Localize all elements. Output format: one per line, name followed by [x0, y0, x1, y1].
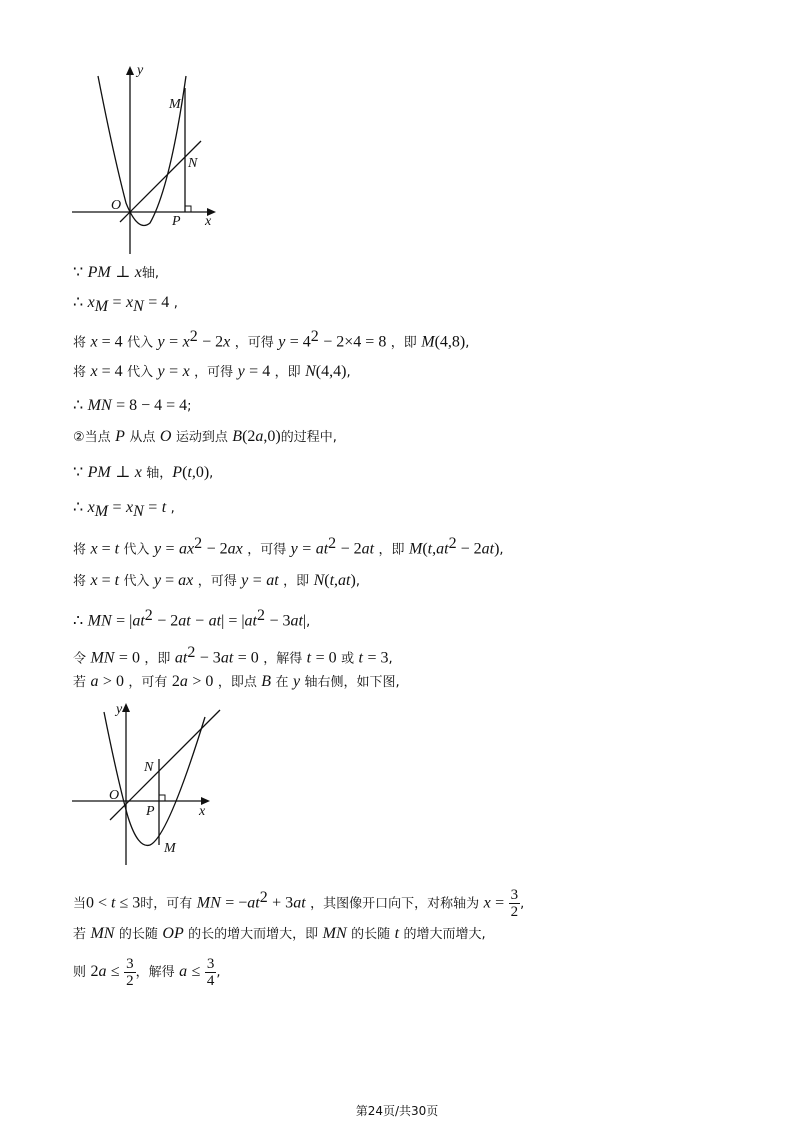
label-y: y — [116, 702, 123, 717]
line-13: 若 a > 0 ，可有 2a > 0 ，即点 B 在 y 轴右侧，如下图, — [73, 673, 400, 690]
line-10: 将 x = t 代入 y = ax ，可得 y = at ，即 N(t,at), — [73, 572, 360, 589]
line-15: 若 MN 的长随 OP 的长的增大而增大，即 MN 的长随 t 的增大而增大, — [73, 925, 486, 942]
y-axis-arrow — [126, 66, 134, 75]
label-m: M — [164, 841, 176, 856]
line-14: 当0 < t ≤ 3时，可有 MN = $-at^2 + 3at$ ，其图像开口向下，对称轴为 x = $\frac{3}{2}$ , — [73, 887, 525, 921]
figure-1-graph — [68, 58, 228, 258]
parabola — [104, 712, 205, 845]
line-11: ∴ MN = $|at^2 - 2at - at| = |at^2 - 3at|$, — [73, 607, 311, 630]
line-7: ∵ PM ⊥ x 轴，P(t,0), — [73, 464, 214, 481]
page-footer: 第24页/共30页 — [355, 1104, 439, 1118]
right-angle-mark — [159, 795, 165, 801]
line-16: 则 2a ≤ $\frac{3}{2}$ ，解得 a ≤ $\frac{3}{4}$ , — [73, 955, 221, 989]
fraction-3-4: $\frac{3}{4}$ — [206, 955, 215, 989]
line-3: 将 x = 4 代入 $y = x^2 - 2x$ ，可得 $y = 4^2 - 2\times 4 = 8$ ，即 M(4,8), — [73, 328, 470, 351]
line-2: ∴ $x_M = x_N = 4$ , — [73, 294, 178, 315]
line-5: ∴ MN = 8 − 4 = 4; — [73, 397, 192, 414]
line-1: ∵ PM ⊥ x轴, — [73, 264, 159, 281]
label-m: M — [169, 97, 181, 112]
y-axis-arrow — [122, 703, 130, 712]
label-x: x — [199, 804, 206, 819]
label-p: P — [146, 804, 155, 819]
label-x: x — [205, 214, 212, 229]
label-o: O — [109, 788, 120, 803]
label-p: P — [172, 214, 181, 229]
line-9: 将 x = t 代入 $y = ax^2 - 2ax$ ，可得 $y = at^2 - 2at$ ，即 $M(t,at^2 - 2at)$, — [73, 535, 504, 558]
line-12: 令 MN = 0 ，即 $at^2 - 3at = 0$ ，解得 t = 0 或 t = 3, — [73, 644, 393, 667]
line-y-eq-x — [120, 141, 201, 222]
label-y: y — [137, 63, 144, 78]
label-n: N — [188, 156, 198, 171]
line-4: 将 x = 4 代入 y = x ，可得 y = 4 ，即 N(4,4), — [73, 363, 351, 380]
label-o: O — [111, 198, 122, 213]
label-n: N — [144, 760, 154, 775]
fraction-3-2b: $\frac{3}{2}$ — [126, 955, 134, 989]
fraction-3-2: $\frac{3}{2}$ — [510, 887, 519, 921]
line-6: ②当点 P 从点 O 运动到点 B(2a,0)的过程中, — [73, 428, 337, 445]
right-angle-mark — [185, 206, 191, 212]
figure-2-graph — [68, 697, 228, 869]
line-8: ∴ $x_M = x_N = t$ , — [73, 499, 175, 520]
